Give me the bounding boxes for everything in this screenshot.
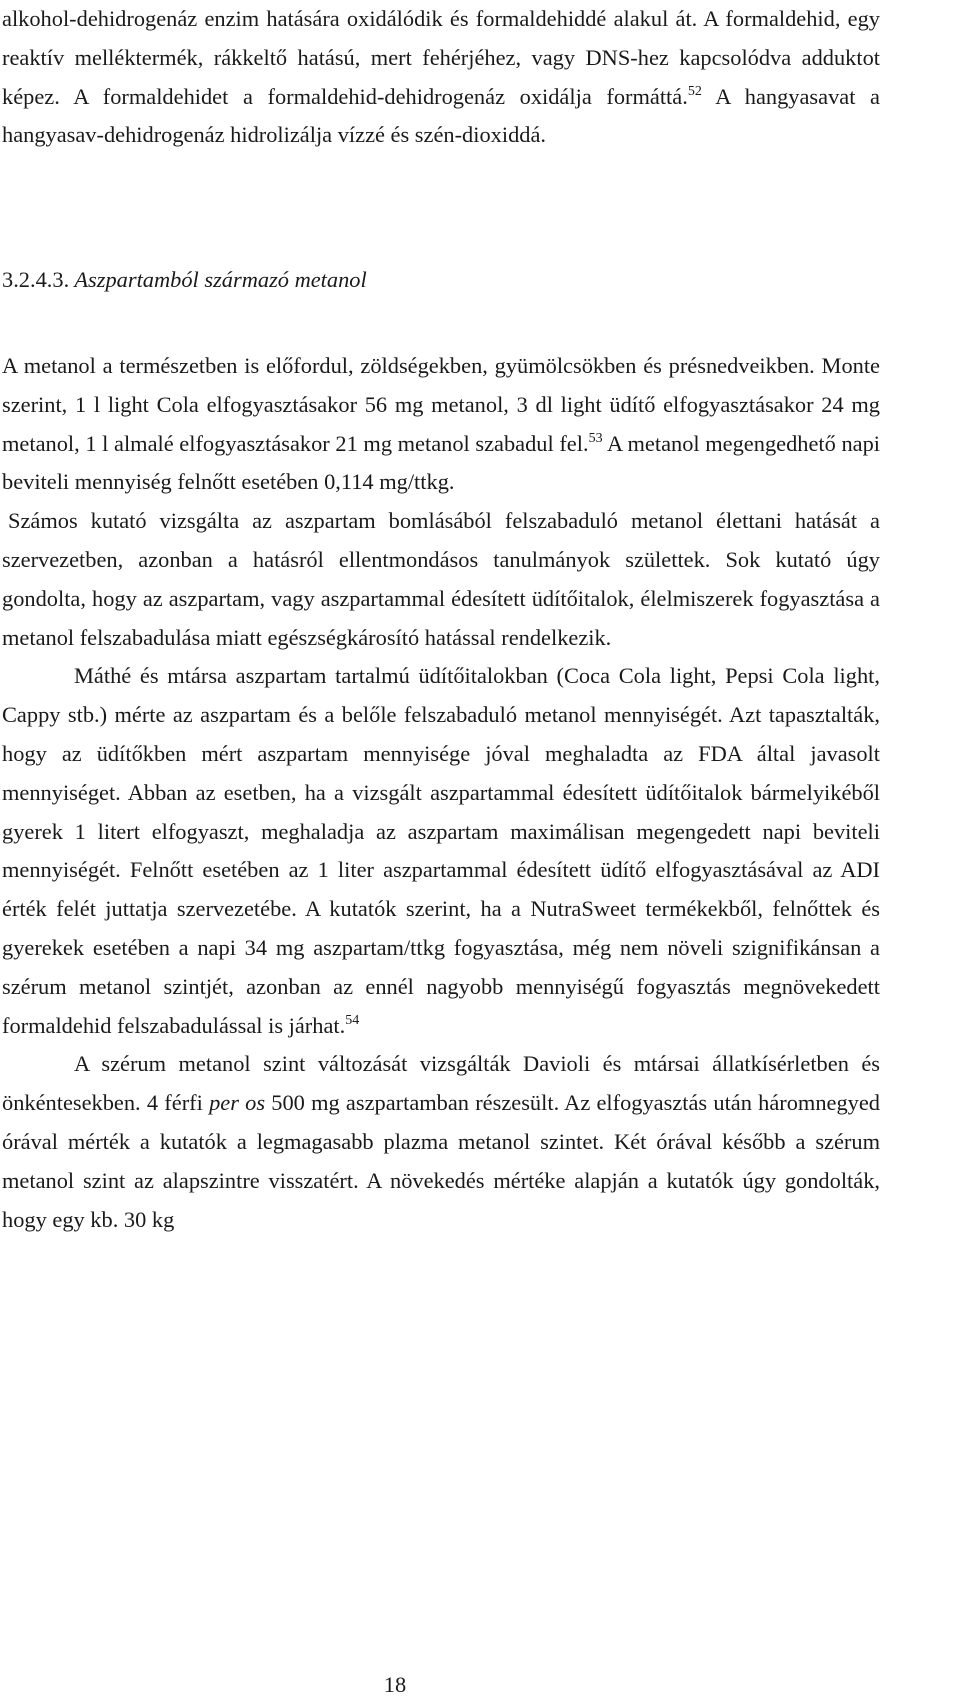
paragraph-text-continued: A metanol megengedhető napi beviteli mennyiség felnőtt esetében 0,114 mg/ttkg.	[2, 430, 880, 495]
paragraph-text: Máthé és mtársa aszpartam tartalmú üdítőitalokban (Coca Cola light, Pepsi Cola light, Cappy stb.) mérte az aszpartam és a belőle felszabaduló metanol mennyiségét. Azt tapasztalták, hogy az üdítőkben mért aszpartam mennyisége jóval meghaladta az FDA által javasolt mennyiséget. Abban az esetben, ha a vizsgált aszpartammal édesített üdítőitalok bármelyikéből gyerek 1 litert elfogyaszt, meghaladja az aszpartam maximálisan megengedett napi beviteli mennyiségét. Felnőtt esetében az 1 liter aszpartammal édesített üdítő elfogyasztásával az ADI érték felét juttatja szervezetébe. A kutatók szerint, ha a NutraSweet termékekből, felnőttek és gyerekek esetében a napi 34 mg aszpartam/ttkg fogyasztása, még nem növeli szignifikánsan a szérum metanol szintjét, azonban az ennél nagyobb mennyiségű fogyasztás megnövekedett formaldehid felszabadulással is járhat.	[2, 663, 880, 1038]
section-heading	[2, 263, 880, 297]
footnote-ref-53: 53	[588, 430, 603, 446]
paragraph-methanol-sources	[2, 347, 880, 502]
paragraph-formaldehyde	[2, 0, 880, 155]
section-body	[2, 347, 880, 1239]
paragraph-text-continued: A hangyasavat a hangyasav-dehidrogenáz hidrolizálja vízzé és szén-dioxiddá.	[2, 83, 880, 148]
paragraph-text: alkohol-dehidrogenáz enzim hatására oxidálódik és formaldehiddé alakul át. A formaldehid, egy reaktív melléktermék, rákkeltő hatású, mert fehérjéhez, vagy DNS-hez kapcsolódva adduktot képez. A formaldehidet a formaldehid-dehidrogenáz oxidálja formáttá.	[2, 6, 880, 109]
paragraph-text: A metanol a természetben is előfordul, zöldségekben, gyümölcsökben és présnedveikben. Monte szerint, 1 l light Cola elfogyasztásakor 56 mg metanol, 3 dl light üdítő elfogyasztásakor 24 mg metanol, 1 l almalé elfogyasztásakor 21 mg metanol szabadul fel.	[2, 353, 880, 456]
paragraph-text-continued: 500 mg aszpartamban részesült. Az elfogyasztás után háromnegyed órával mérték a kutatók a legmagasabb plazma metanol szintet. Két órával később a szérum metanol szint az alapszintre visszatért. A növekedés mértéke alapján a kutatók úgy gondolták, hogy egy kb. 30 kg	[2, 1090, 881, 1232]
paragraph-text: Számos kutató vizsgálta az aszpartam bomlásából felszabaduló metanol élettani hatását a szervezetben, azonban a hatásról ellentmondásos tanulmányok születtek. Sok kutató úgy gondolta, hogy az aszpartam, vagy aszpartammal édesített üdítőitalok, élelmiszerek fogyasztása a metanol felszabadulása miatt egészségkárosító hatással rendelkezik.	[2, 508, 880, 650]
paragraph-mathe-study	[2, 657, 880, 1045]
section-number: 3.2.4.3.	[2, 267, 70, 292]
italic-term: per os	[209, 1090, 266, 1116]
paragraph-text: A szérum metanol szint változását vizsgálták Davioli és mtársai állatkísérletben és önkéntesekben. 4 férfi	[2, 1051, 880, 1116]
section-title: Aszpartamból származó metanol	[69, 267, 367, 292]
page-number: 18	[383, 1672, 407, 1697]
paragraph-davioli-study	[2, 1045, 880, 1239]
footnote-ref-52: 52	[687, 83, 702, 99]
paragraph-research-views	[2, 502, 880, 657]
footnote-ref-54: 54	[345, 1012, 360, 1028]
